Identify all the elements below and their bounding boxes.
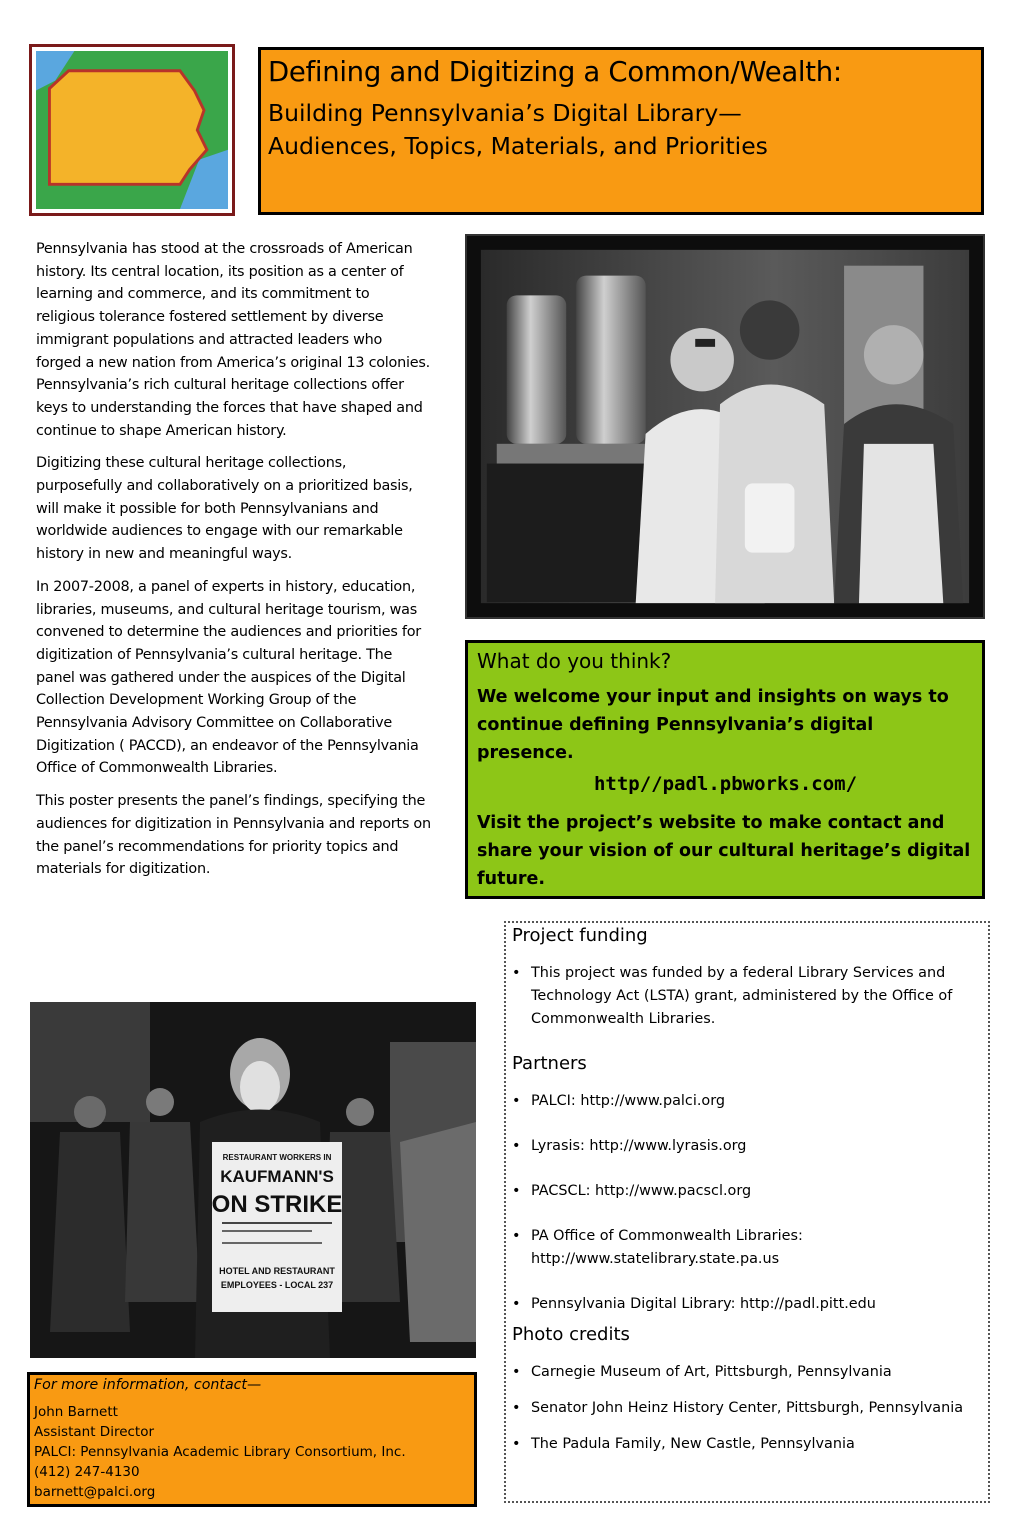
- feedback-heading: What do you think?: [477, 649, 672, 673]
- pennsylvania-logo: [29, 44, 235, 216]
- sign-line-3: ON STRIKE: [211, 1191, 343, 1218]
- sign-line-2: KAUFMANN'S: [220, 1167, 334, 1186]
- list-item: • The Padula Family, New Castle, Pennsylvania: [512, 1433, 980, 1456]
- credits-list: [512, 1361, 980, 1456]
- partner-link[interactable]: • PACSCL: http://www.pacscl.org: [512, 1180, 980, 1203]
- credits-heading: Photo credits: [512, 1324, 630, 1345]
- feedback-panel: [465, 640, 985, 899]
- partners-list: [512, 1090, 980, 1316]
- contact-role: Assistant Director: [34, 1424, 155, 1440]
- list-item: • This project was funded by a federal Library Services and Technology Act (LSTA) grant, administered by the Office of Commonwealth Libraries.: [512, 962, 980, 1031]
- intro-paragraph: Pennsylvania has stood at the crossroads of American history. Its central location, its position as a center of learning and commerce, and its commitment to religious tolerance fostered settlement by diverse immigrant populations and attracted leaders who forged a new nation from America’s original 13 colonies. Pennsylvania’s rich cultural heritage collections offer keys to understanding the forces that have shaped and continue to shape American history.: [36, 241, 430, 439]
- contact-panel: [27, 1372, 477, 1507]
- partner-link[interactable]: • Pennsylvania Digital Library: http://padl.pitt.edu: [512, 1293, 980, 1316]
- list-item: • Carnegie Museum of Art, Pittsburgh, Pennsylvania: [512, 1361, 980, 1384]
- feedback-visit: Visit the project’s website to make contact and share your vision of our cultural heritage’s digital future.: [477, 813, 971, 889]
- contact-heading: For more information, contact—: [34, 1377, 262, 1393]
- intro-text: [36, 238, 431, 891]
- subtitle-line-1: Building Pennsylvania’s Digital Library—: [268, 99, 742, 127]
- pennsylvania-map-icon: [36, 51, 228, 209]
- contact-phone: (412) 247-4130: [34, 1464, 140, 1480]
- sign-line-4: HOTEL AND RESTAURANT: [219, 1266, 335, 1276]
- partner-link[interactable]: • PA Office of Commonwealth Libraries: http://www.statelibrary.state.pa.us: [512, 1225, 980, 1271]
- intro-paragraph: In 2007-2008, a panel of experts in history, education, libraries, museums, and cultural heritage tourism, was convened to determine the audiences and priorities for digitization of Pennsylvania’s cultural heritage. The panel was gathered under the auspices of the Digital Collection Development Working Group of the Pennsylvania Advisory Committee on Collaborative Digitization ( PACCD), an endeavor of the Pennsylvania Office of Commonwealth Libraries.: [36, 578, 421, 777]
- intro-paragraph: Digitizing these cultural heritage collections, purposefully and collaboratively on a prioritized basis, will make it possible for both Pennsylvanians and worldwide audiences to engage with our remarkable history in new and meaningful ways.: [36, 455, 413, 563]
- subtitle-line-2: Audiences, Topics, Materials, and Priorities: [268, 132, 768, 161]
- sign-line-1: RESTAURANT WORKERS IN: [222, 1153, 332, 1162]
- list-item: • Senator John Heinz History Center, Pittsburgh, Pennsylvania: [512, 1397, 980, 1420]
- photo-restaurant-workers: [465, 234, 985, 619]
- funding-heading: Project funding: [512, 925, 648, 946]
- page-subtitle: [268, 97, 973, 164]
- contact-name: John Barnett: [34, 1404, 118, 1420]
- funding-list: [512, 962, 980, 1031]
- info-panel: [504, 921, 990, 1503]
- page-title: Defining and Digitizing a Common/Wealth:: [268, 56, 842, 88]
- partners-heading: Partners: [512, 1053, 587, 1074]
- feedback-welcome: We welcome your input and insights on ways to continue defining Pennsylvania’s digital presence.: [477, 687, 949, 763]
- partner-link[interactable]: • Lyrasis: http://www.lyrasis.org: [512, 1135, 980, 1158]
- intro-paragraph: This poster presents the panel’s findings, specifying the audiences for digitization in Pennsylvania and reports on the panel’s recommendations for priority topics and materials for digitization.: [36, 793, 431, 878]
- title-banner: [258, 47, 984, 215]
- contact-email[interactable]: barnett@palci.org: [34, 1484, 156, 1500]
- contact-org: PALCI: Pennsylvania Academic Library Consortium, Inc.: [34, 1444, 406, 1460]
- sign-line-5: EMPLOYEES - LOCAL 237: [220, 1280, 334, 1290]
- photo-kaufmanns-strike: [30, 1002, 476, 1358]
- project-website-link[interactable]: http//padl.pbworks.com/: [593, 773, 858, 795]
- partner-link[interactable]: • PALCI: http://www.palci.org: [512, 1090, 980, 1113]
